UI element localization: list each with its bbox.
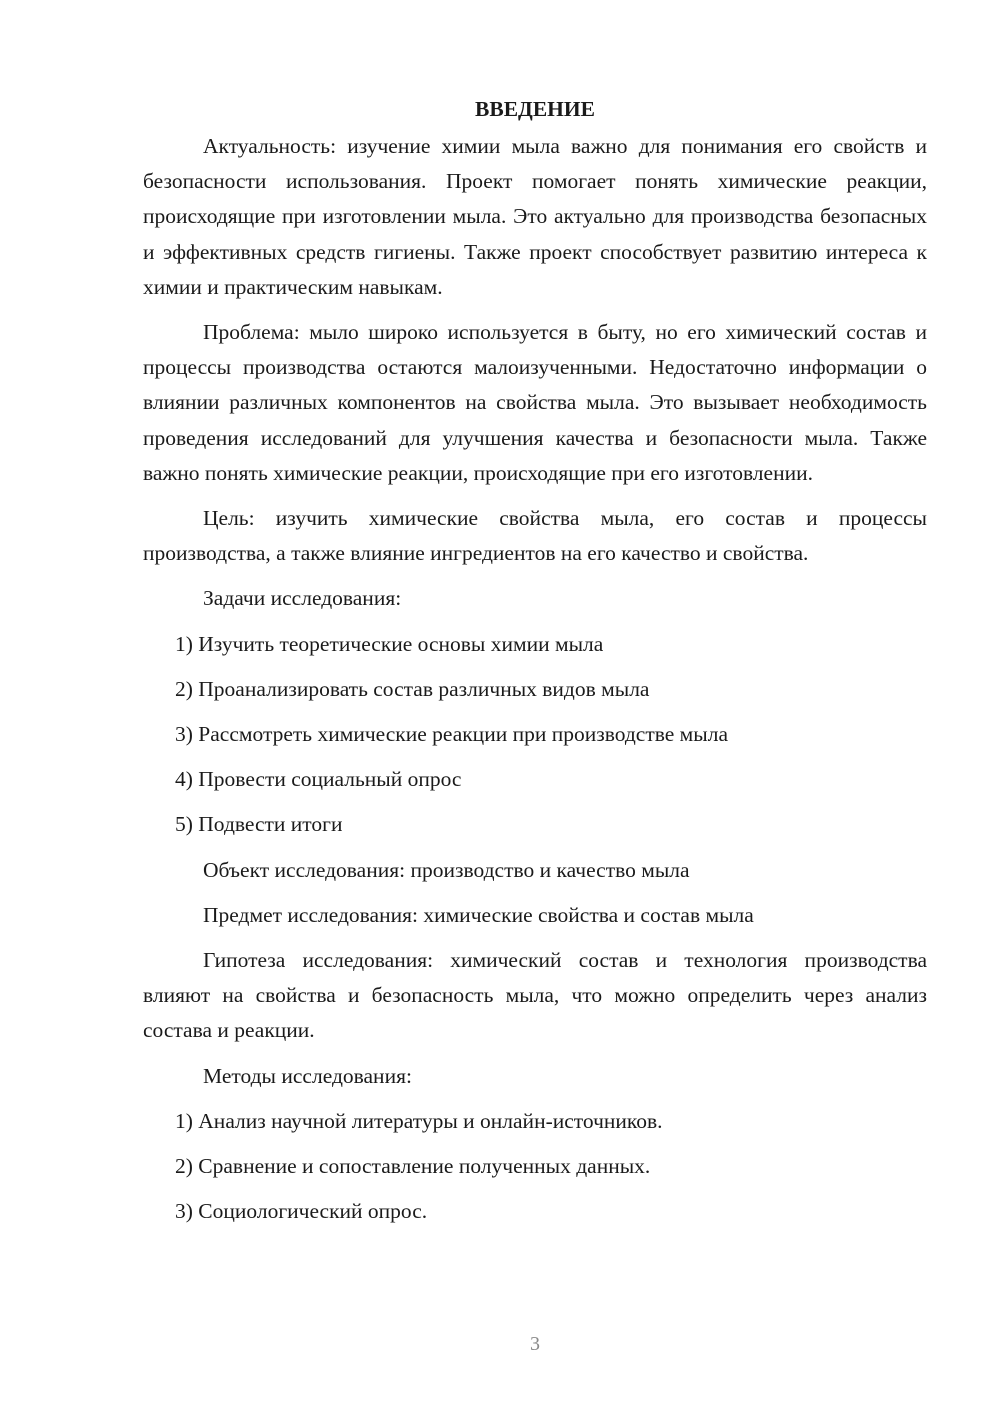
research-object: Объект исследования: производство и качество мыла [203,857,690,882]
tasks-list [143,627,927,843]
goal-paragraph: Цель: изучить химические свойства мыла, его состав и процессы производства, а также влияние ингредиентов на его качество и свойства. [143,506,927,566]
list-item: 2) Проанализировать состав различных видов мыла [175,676,650,701]
methods-heading: Методы исследования: [203,1063,412,1088]
research-subject: Предмет исследования: химические свойства и состав мыла [203,902,754,927]
relevance-paragraph: Актуальность: изучение химии мыла важно для понимания его свойств и безопасности использования. Проект помогает понять химические реакции, происходящие при изготовлении мыла. Это актуально для производства безопасных и эффективных средств гигиены. Также проект способствует развитию интереса к химии и практическим навыкам. [143,134,927,299]
list-item: 3) Рассмотреть химические реакции при производстве мыла [175,722,728,747]
problem-paragraph: Проблема: мыло широко используется в быту, но его химический состав и процессы производства остаются малоизученными. Недостаточно информации о влиянии различных компонентов на свойства мыла. Это вызывает необходимость проведения исследований для улучшения качества и безопасности мыла. Также важно понять химические реакции, происходящие при его изготовлении. [143,320,927,485]
list-item: 3) Социологический опрос. [175,1199,428,1224]
list-item: 5) Подвести итоги [175,812,343,837]
document-page [143,92,927,1239]
page-number: 3 [530,1333,540,1355]
list-item: 4) Провести социальный опрос [175,767,462,792]
section-title: ВВЕДЕНИЕ [475,97,595,121]
tasks-heading: Задачи исследования: [203,586,402,611]
list-item: 1) Анализ научной литературы и онлайн-источников. [175,1108,663,1133]
list-item: 2) Сравнение и сопоставление полученных данных. [175,1154,651,1179]
list-item: 1) Изучить теоретические основы химии мыла [175,631,604,656]
hypothesis-paragraph: Гипотеза исследования: химический состав и технология производства влияют на свойства и безопасность мыла, что можно определить через анализ состава и реакции. [143,948,927,1043]
methods-list [143,1104,927,1230]
